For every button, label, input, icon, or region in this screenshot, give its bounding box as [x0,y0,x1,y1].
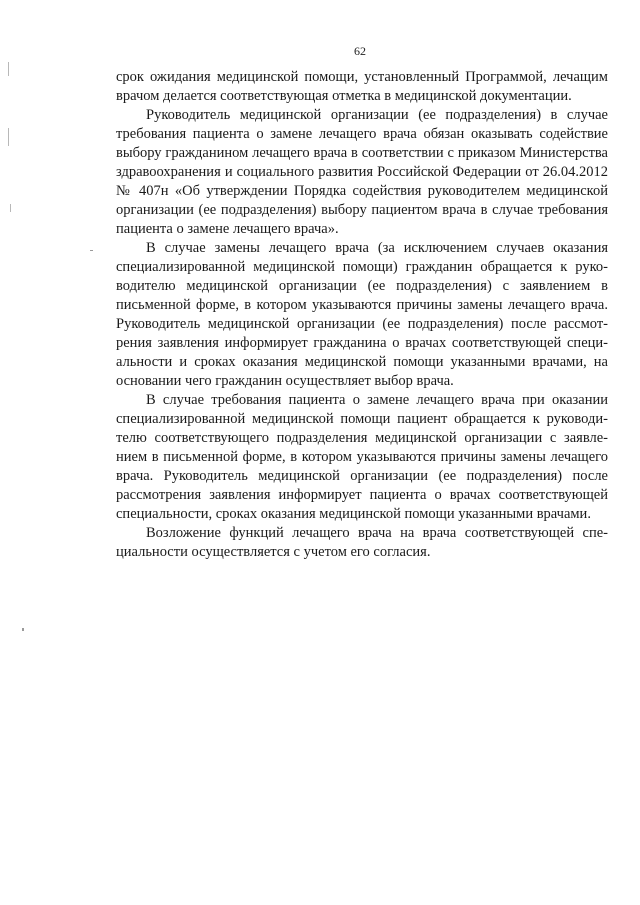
scan-artifact-dot [22,628,24,631]
scan-artifact-dot [90,250,93,251]
paragraph: В случае замены лечащего врача (за исключением случаев оказания специализированной медицинской помощи) гражданин обращается к руководителю медицинской организации (ее подразделения) с заявлением в письменной форме, в котором указываются причины замены лечащего врача. Руководитель медицинской организации (ее подразделения) после рассмотрения заявления информирует гражданина о врачах соответствующей специальности и сроках оказания медицинской помощи указанными врачами, на основании чего гражданин осуществляет выбор врача. [116,240,608,389]
paragraph: Возложение функций лечащего врача на врача соответствующей специальности осуществляется с учетом его согласия. [116,525,608,560]
paragraph: В случае требования пациента о замене лечащего врача при оказании специализированной медицинской помощи пациент обращается к руководителю соответствующего подразделения медицинской организации с заявлением в письменной форме, в котором указываются причины замены лечащего врача. Руководитель медицинской организации (ее подразделения) после рассмотрения заявления информирует пациента о врачах соответствующей специальности, сроках оказания медицинской помощи указанными врачами. [116,392,608,522]
document-body [116,68,608,562]
page-number: 62 [354,44,366,58]
scan-artifact-mark [10,204,11,212]
paragraph: Руководитель медицинской организации (ее подразделения) в случае требования пациента о замене лечащего врача обязан оказывать содействие выбору гражданином лечащего врача в соответствии с приказом Министерства здравоохранения и социального развития Российской Федерации от 26.04.2012 № 407н «Об утверждении Порядка содействия руководителем медицинской организации (ее подразделения) выбору пациентом врача в случае требования пациента о замене лечащего врача». [116,107,608,237]
scan-artifact-mark [8,62,9,76]
paragraph: срок ожидания медицинской помощи, установленный Программой, лечащим врачом делается соответствующая отметка в медицинской документации. [116,69,608,104]
scan-artifact-mark [8,128,9,146]
